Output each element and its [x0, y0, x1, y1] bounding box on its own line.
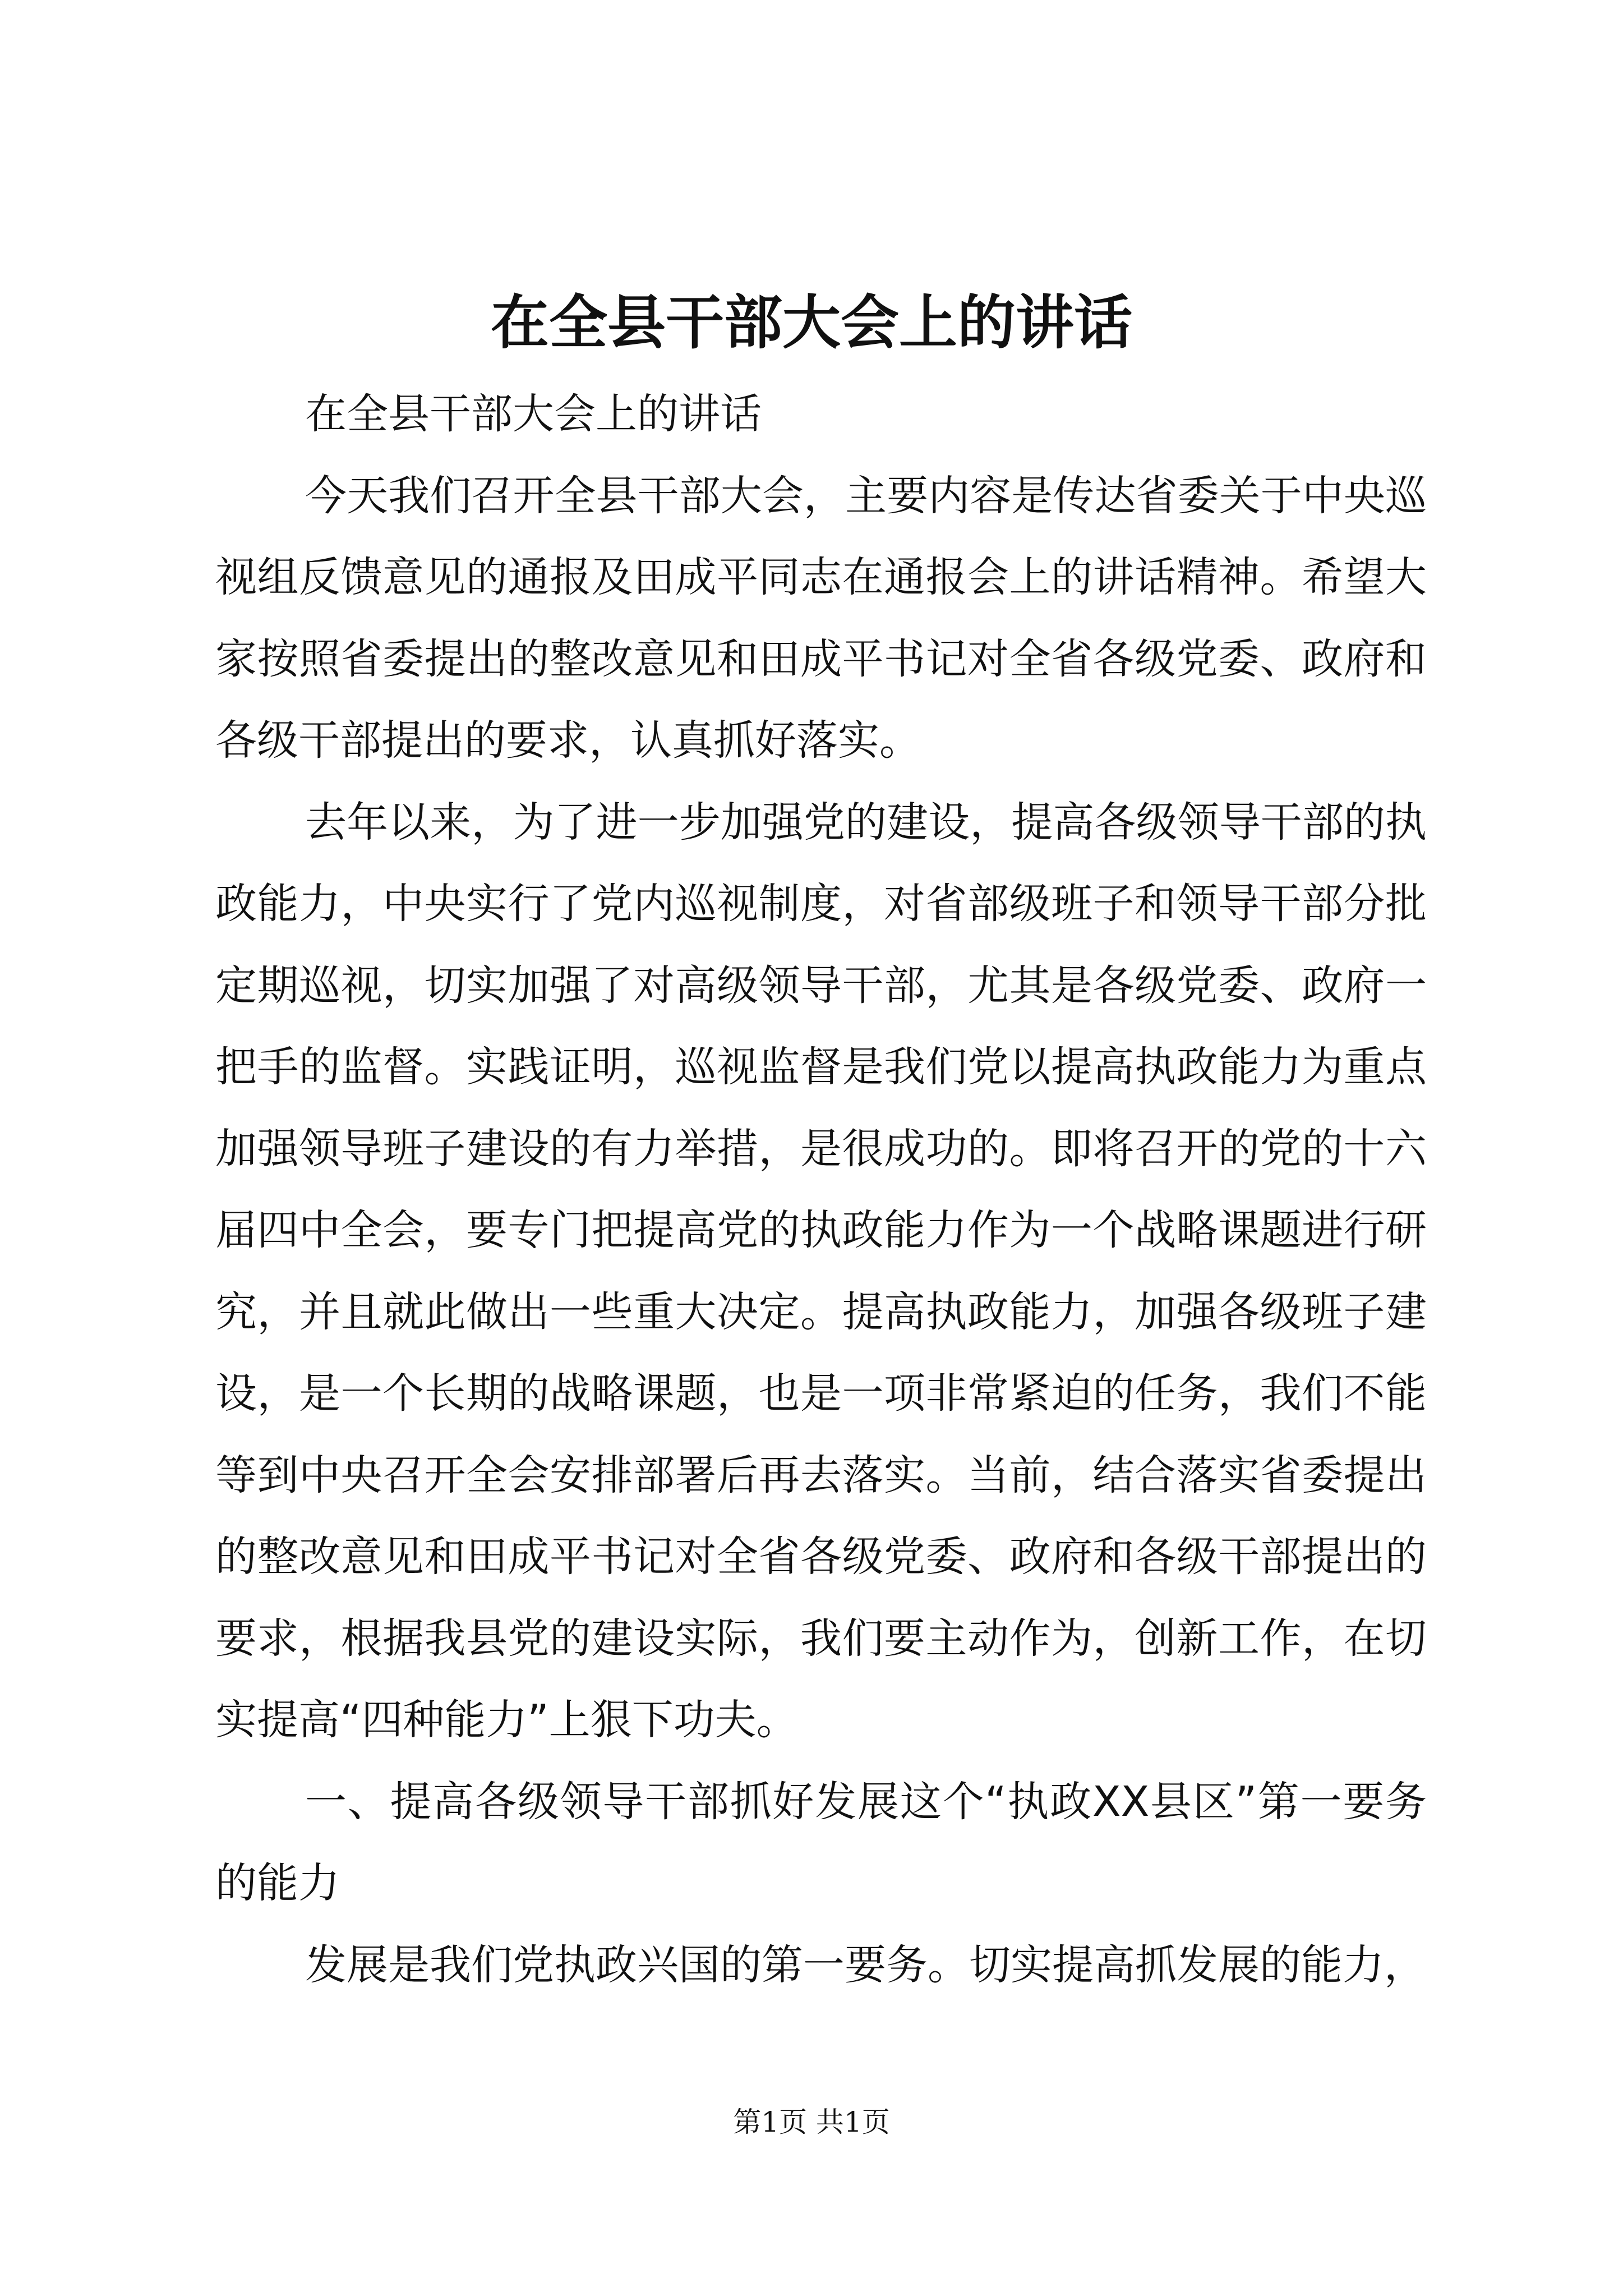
paragraph: 去年以来，为了进一步加强党的建设，提高各级领导干部的执政能力，中央实行了党内巡视制度，对省部级班子和领导干部分批定期巡视，切实加强了对高级领导干部，尤其是各级党委、政府一把手的监督。实践证明，巡视监督是我们党以提高执政能力为重点加强领导班子建设的有力举措，是很成功的。即将召开的党的十六届四中全会，要专门把提高党的执政能力作为一个战略课题进行研究，并且就此做出一些重大决定。提高执政能力，加强各级班子建设，是一个长期的战略课题，也是一项非常紧迫的任务，我们不能等到中央召开全会安排部署后再去落实。当前，结合落实省委提出的整改意见和田成平书记对全省各级党委、政府和各级干部提出的要求，根据我县党的建设实际，我们要主动作为，创新工作，在切实提高“四种能力”上狠下功夫。: [215, 798, 1427, 1744]
document-body: [215, 374, 1427, 2006]
paragraph: 在全县干部大会上的讲话: [305, 390, 762, 438]
page-footer: 第1页 共1页: [733, 2106, 890, 2138]
paragraph: 发展是我们党执政兴国的第一要务。切实提高抓发展的能力，: [305, 1940, 1426, 1989]
paragraph: 今天我们召开全县干部大会，主要内容是传达省委关于中央巡视组反馈意见的通报及田成平同志在通报会上的讲话精神。希望大家按照省委提出的整改意见和田成平书记对全省各级党委、政府和各级干部提出的要求，认真抓好落实。: [215, 471, 1427, 765]
section-heading: 一、提高各级领导干部抓好发展这个“执政XX县区”第一要务的能力: [215, 1777, 1427, 1907]
document-title: 在全县干部大会上的讲话: [490, 288, 1132, 357]
